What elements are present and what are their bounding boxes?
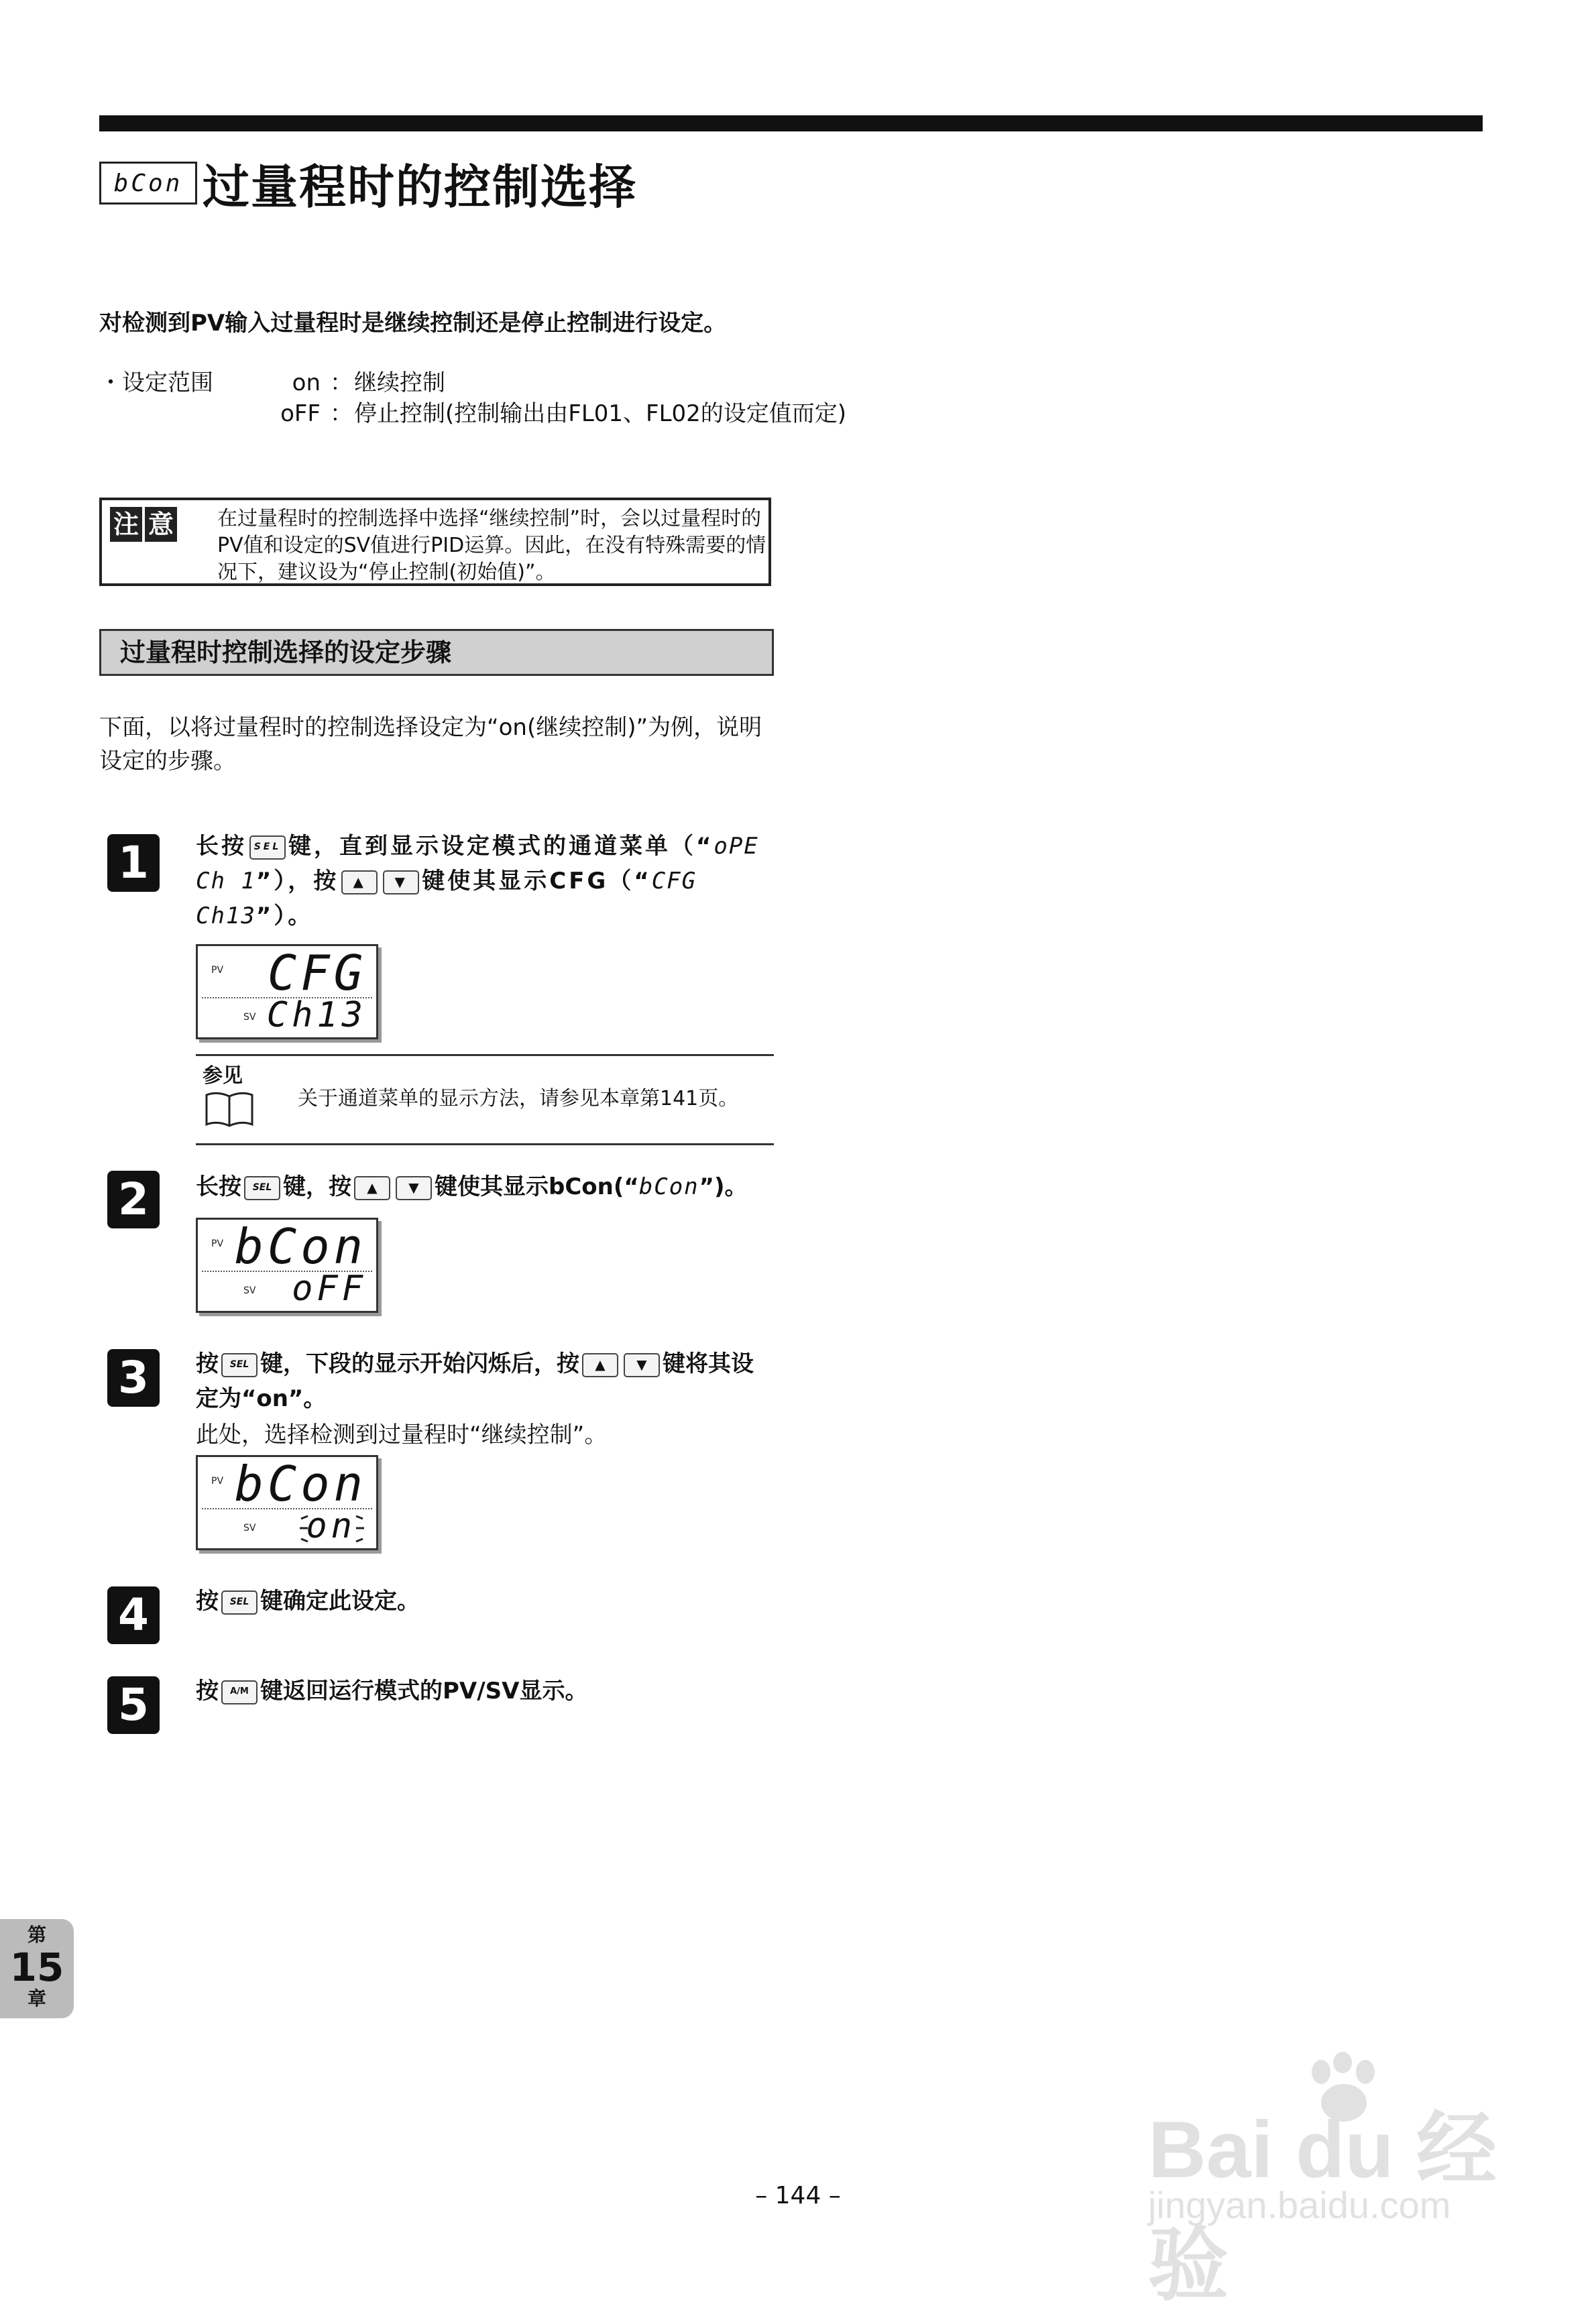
intro-text: 对检测到PV输入过量程时是继续控制还是停止控制进行设定。 — [99, 310, 727, 337]
step-3-text — [196, 1346, 774, 1416]
step-number: 1 — [107, 834, 160, 892]
sv-label: SV — [243, 1285, 256, 1296]
book-icon — [204, 1090, 255, 1128]
step-text-part: 按 — [196, 1678, 219, 1704]
chapter-prefix: 第 — [27, 1924, 46, 1946]
down-key-icon: ▼ — [624, 1353, 660, 1377]
step-text-part: 键返回运行模式的PV/SV显示。 — [260, 1678, 588, 1704]
step-text-part: ”)。 — [699, 1173, 748, 1200]
caution-tag-char: 意 — [145, 507, 177, 542]
pv-label: PV — [211, 1476, 224, 1487]
lcd-text: bCon — [638, 1173, 699, 1200]
step-text-part: 按 — [196, 1350, 219, 1377]
step-2-text — [196, 1169, 774, 1204]
page-title: 过量程时的控制选择 — [203, 159, 637, 215]
range-key-off: oFF — [280, 400, 321, 427]
page-number: – 144 – — [755, 2182, 841, 2209]
lcd-text: oPE Ch 1 — [196, 833, 759, 894]
lcd-display — [196, 944, 378, 1039]
lead-paragraph: 下面，以将过量程时的控制选择设定为“on(继续控制)”为例，说明设定的步骤。 — [99, 714, 762, 774]
lcd-badge: bCon — [99, 162, 197, 205]
step-text-part: ”），按 — [255, 868, 339, 894]
chapter-number: 15 — [9, 1945, 64, 1990]
pv-label: PV — [211, 965, 224, 976]
up-key-icon: ▲ — [341, 870, 378, 894]
step-5-text — [196, 1674, 774, 1709]
step-text-part: 按 — [196, 1588, 219, 1615]
step-number: 5 — [107, 1676, 160, 1734]
sv-label: SV — [243, 1523, 256, 1533]
caution-tag-char: 注 — [110, 507, 142, 542]
watermark — [1140, 2052, 1516, 2310]
step-3-subtext: 此处，选择检测到过量程时“继续控制”。 — [196, 1422, 608, 1448]
range-desc-on: 继续控制 — [354, 369, 445, 396]
sel-key-icon: SEL — [221, 1353, 258, 1377]
step-text-part: 长按 — [196, 833, 247, 860]
step-text-part: 键使其显示CFG（“ — [422, 868, 652, 894]
title-row — [99, 153, 637, 213]
pv-label: PV — [211, 1238, 224, 1249]
range-sep: ： — [330, 369, 353, 396]
sv-label: SV — [243, 1012, 256, 1023]
step-text-part: 键，下段的显示开始闪烁后，按 — [260, 1350, 579, 1377]
range-label: ・设定范围 — [99, 369, 213, 396]
lcd-text: CFG Ch13 — [196, 868, 697, 929]
chapter-suffix: 章 — [27, 1987, 46, 2010]
lcd-display — [196, 1455, 378, 1550]
step-number: 3 — [107, 1349, 160, 1407]
down-key-icon: ▼ — [383, 870, 419, 894]
sel-key-icon: SEL — [244, 1176, 280, 1200]
step-1-text — [196, 829, 774, 933]
reference-box — [196, 1054, 774, 1145]
up-key-icon: ▲ — [354, 1176, 390, 1200]
step-text-part: ”）。 — [255, 903, 314, 929]
sv-value: Ch13 — [266, 995, 367, 1035]
step-text-part: 键，直到显示设定模式的通道菜单（“ — [288, 833, 714, 860]
range-sep: ： — [330, 400, 353, 427]
step-text-part: 键确定此设定。 — [260, 1588, 420, 1615]
caution-box — [99, 498, 771, 586]
step-text-part: 长按 — [196, 1173, 241, 1200]
reference-label: 参见 — [203, 1064, 243, 1088]
pv-value: bCon — [234, 1456, 367, 1512]
sel-key-icon: SEL — [249, 835, 286, 860]
sv-value: oFF — [292, 1269, 367, 1309]
range-key-on: on — [292, 369, 321, 396]
caution-text: 在过量程时的控制选择中选择“继续控制”时，会以过量程时的PV值和设定的SV值进行PID运算。因此，在没有特殊需要的情况下，建议设为“停止控制(初始值)”。 — [217, 507, 766, 584]
lcd-display — [196, 1218, 378, 1313]
watermark-brand: Bai du 经验 — [1148, 2105, 1497, 2310]
range-desc-off: 停止控制(控制输出由FL01、FL02的设定值而定) — [354, 400, 847, 427]
chapter-tab — [0, 1919, 74, 2018]
caution-tag — [110, 507, 177, 542]
pv-value: CFG — [267, 945, 367, 1001]
down-key-icon: ▼ — [396, 1176, 432, 1200]
setting-range — [99, 367, 847, 461]
sv-value: on — [306, 1506, 356, 1546]
sel-key-icon: SEL — [221, 1590, 258, 1615]
step-number: 2 — [107, 1171, 160, 1228]
up-key-icon: ▲ — [582, 1353, 618, 1377]
step-text-part: 键，按 — [283, 1173, 351, 1200]
step-4-text — [196, 1584, 774, 1619]
header-rule — [99, 115, 1483, 131]
reference-text: 关于通道菜单的显示方法，请参见本章第141页。 — [298, 1087, 739, 1110]
step-text-part: 键使其显示bCon(“ — [435, 1173, 639, 1200]
watermark-url: jingyan.baidu.com — [1148, 2184, 1451, 2226]
step-text-part: 键将其设定为“on”。 — [196, 1350, 754, 1412]
pv-value: bCon — [234, 1218, 367, 1275]
step-number: 4 — [107, 1586, 160, 1644]
section-heading: 过量程时控制选择的设定步骤 — [99, 629, 774, 676]
am-key-icon: A/M — [221, 1680, 258, 1704]
